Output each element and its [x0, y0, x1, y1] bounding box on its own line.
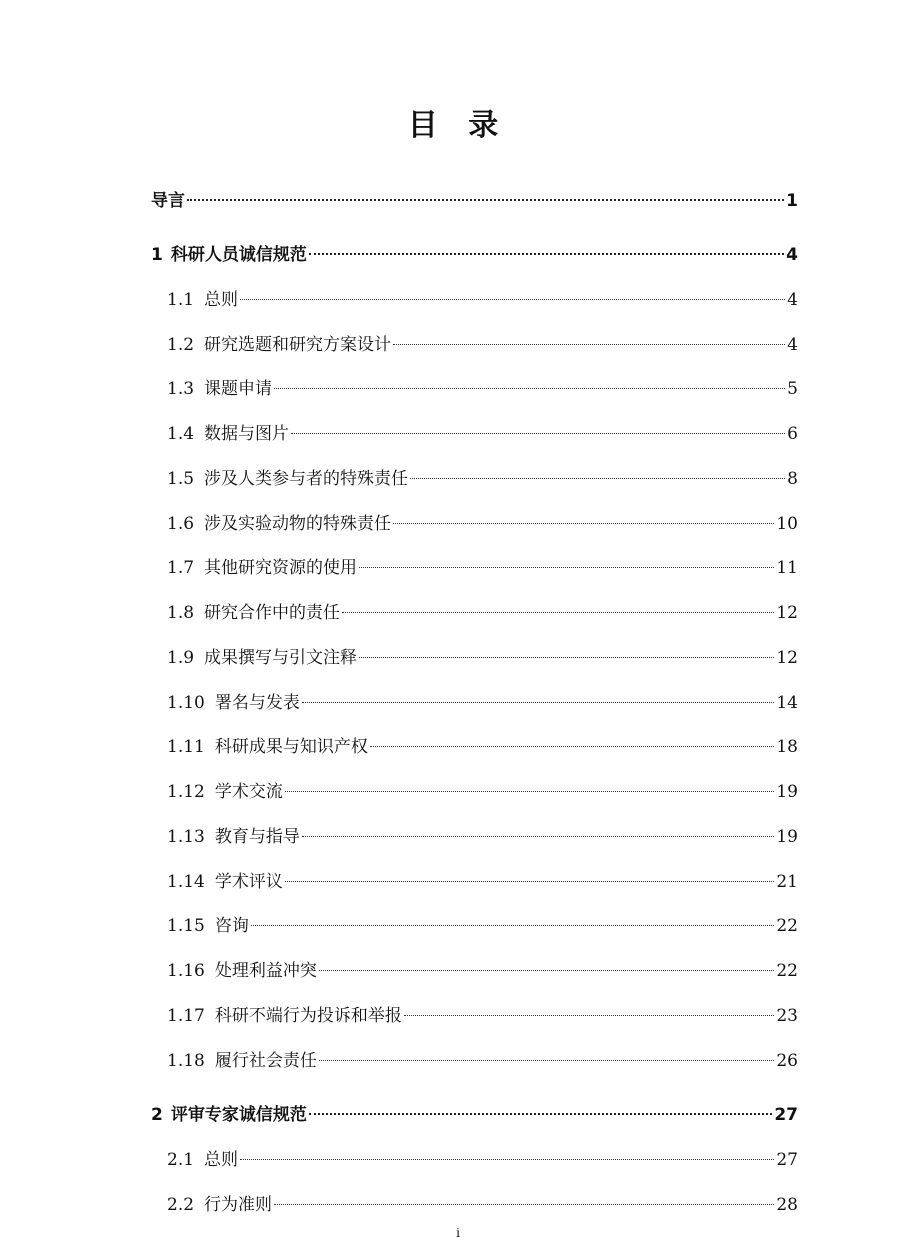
toc-entry[interactable]	[167, 512, 798, 536]
toc-entry-page: 19	[776, 782, 798, 802]
toc-entry-page: 21	[776, 872, 798, 892]
toc-entry-page: 10	[776, 514, 798, 534]
toc-entry[interactable]	[167, 735, 798, 759]
toc-entry-label: 其他研究资源的使用	[204, 558, 358, 578]
toc-entry-label: 涉及实验动物的特殊责任	[204, 514, 392, 534]
toc-dot-leader	[240, 1159, 774, 1160]
toc-entry-label: 处理利益冲突	[214, 961, 317, 981]
toc-entry-label: 科研不端行为投诉和举报	[214, 1006, 402, 1026]
toc-entry-number: 1.10	[167, 693, 205, 713]
toc-entry-number: 1.3	[167, 379, 195, 399]
toc-entry-label: 导言	[151, 191, 185, 211]
toc-entry[interactable]	[167, 870, 798, 894]
toc-entry-number: 1.14	[167, 872, 205, 892]
toc-entry-number: 2.1	[167, 1150, 195, 1170]
toc-entry-page: 22	[776, 961, 798, 981]
toc-entry[interactable]	[167, 1049, 798, 1073]
toc-entry[interactable]	[167, 422, 798, 446]
toc-entry-page: 12	[776, 648, 798, 668]
toc-entry-label: 署名与发表	[214, 693, 300, 713]
toc-entry-page: 4	[786, 245, 798, 265]
toc-entry-number: 1.2	[167, 335, 195, 355]
toc-dot-leader	[285, 791, 775, 792]
toc-entry[interactable]	[167, 1148, 798, 1172]
toc-dot-leader	[319, 1060, 775, 1061]
toc-dot-leader	[240, 299, 785, 300]
toc-entry-page: 1	[786, 191, 798, 211]
toc-dot-leader	[302, 836, 775, 837]
toc-dot-leader	[359, 657, 774, 658]
page-title: 目 录	[407, 108, 509, 143]
page-number-footer: i	[456, 1226, 460, 1240]
toc-dot-leader	[393, 344, 785, 345]
toc-entry-label: 教育与指导	[214, 827, 300, 847]
toc-entry[interactable]	[151, 189, 798, 213]
toc-entry-label: 行为准则	[204, 1195, 273, 1215]
toc-entry-page: 11	[776, 558, 798, 578]
toc-entry-label: 研究选题和研究方案设计	[204, 335, 392, 355]
toc-entry[interactable]	[167, 691, 798, 715]
toc-entry-label: 总则	[204, 290, 239, 310]
toc-dot-leader	[342, 612, 774, 613]
toc-entry-page: 4	[787, 290, 798, 310]
toc-dot-leader	[274, 1204, 774, 1205]
toc-entry-number: 1.6	[167, 514, 195, 534]
toc-entry-label: 涉及人类参与者的特殊责任	[204, 469, 409, 489]
toc-dot-leader	[302, 702, 775, 703]
toc-entry[interactable]	[151, 1103, 798, 1127]
toc-entry-page: 4	[787, 335, 798, 355]
toc-entry-label: 研究合作中的责任	[204, 603, 341, 623]
toc-entry-label: 成果撰写与引文注释	[204, 648, 358, 668]
toc-dot-leader	[251, 925, 775, 926]
toc-dot-leader	[309, 253, 784, 255]
toc-entry[interactable]	[167, 825, 798, 849]
toc-entry-page: 19	[776, 827, 798, 847]
toc-dot-leader	[410, 478, 785, 479]
toc-dot-leader	[370, 746, 775, 747]
toc-entry-number: 1.12	[167, 782, 205, 802]
toc-dot-leader	[285, 881, 775, 882]
toc-entry-number: 1.15	[167, 916, 205, 936]
toc-entry[interactable]	[167, 467, 798, 491]
toc-entry[interactable]	[167, 914, 798, 938]
toc-entry-label: 履行社会责任	[214, 1051, 317, 1071]
toc-entry-label: 科研成果与知识产权	[214, 737, 368, 757]
toc-entry-page: 26	[776, 1051, 798, 1071]
toc-entry[interactable]	[167, 377, 798, 401]
toc-entry-number: 1.8	[167, 603, 195, 623]
toc-entry-number: 1.5	[167, 469, 195, 489]
toc-entry-page: 27	[774, 1105, 798, 1125]
toc-dot-leader	[291, 433, 785, 434]
toc-entry[interactable]	[167, 1193, 798, 1217]
toc-entry-number: 1.7	[167, 558, 195, 578]
toc-entry-page: 6	[787, 424, 798, 444]
toc-entry-number: 1.9	[167, 648, 195, 668]
toc-entry-page: 12	[776, 603, 798, 623]
toc-entry[interactable]	[151, 243, 798, 267]
toc-dot-leader	[359, 567, 774, 568]
toc-entry[interactable]	[167, 333, 798, 357]
toc-entry[interactable]	[167, 959, 798, 983]
toc-dot-leader	[309, 1113, 772, 1115]
toc-entry-label: 总则	[204, 1150, 239, 1170]
toc-entry-label: 评审专家诚信规范	[170, 1105, 307, 1125]
toc-entry[interactable]	[167, 601, 798, 625]
toc-entry-label: 学术交流	[214, 782, 283, 802]
toc-entry-number: 1.17	[167, 1006, 205, 1026]
toc-entry-page: 27	[776, 1150, 798, 1170]
toc-entry-number: 1	[151, 245, 163, 265]
toc-entry[interactable]	[167, 1004, 798, 1028]
toc-entry-page: 28	[776, 1195, 798, 1215]
toc-entry-page: 8	[787, 469, 798, 489]
toc-entry-label: 科研人员诚信规范	[170, 245, 307, 265]
toc-entry-page: 5	[787, 379, 798, 399]
toc-entry-page: 22	[776, 916, 798, 936]
toc-dot-leader	[404, 1015, 775, 1016]
toc-dot-leader	[274, 388, 785, 389]
toc-entry[interactable]	[167, 556, 798, 580]
toc-entry-page: 23	[776, 1006, 798, 1026]
toc-entry[interactable]	[167, 288, 798, 312]
toc-entry-number: 1.18	[167, 1051, 205, 1071]
toc-entry-number: 1.13	[167, 827, 205, 847]
toc-entry-number: 2	[151, 1105, 163, 1125]
toc-entry-number: 1.1	[167, 290, 195, 310]
toc-entry-page: 14	[776, 693, 798, 713]
toc-entry-label: 咨询	[214, 916, 249, 936]
toc-entry-label: 学术评议	[214, 872, 283, 892]
toc-entry-number: 1.16	[167, 961, 205, 981]
toc-entry[interactable]	[167, 646, 798, 670]
toc-entry-page: 18	[776, 737, 798, 757]
toc-entry-label: 数据与图片	[204, 424, 290, 444]
toc-entry-number: 2.2	[167, 1195, 195, 1215]
toc-entry[interactable]	[167, 780, 798, 804]
toc-dot-leader	[187, 199, 784, 201]
toc-dot-leader	[393, 523, 774, 524]
toc-entry-label: 课题申请	[204, 379, 273, 399]
toc-dot-leader	[319, 970, 775, 971]
toc-entry-number: 1.11	[167, 737, 205, 757]
toc-entry-number: 1.4	[167, 424, 195, 444]
